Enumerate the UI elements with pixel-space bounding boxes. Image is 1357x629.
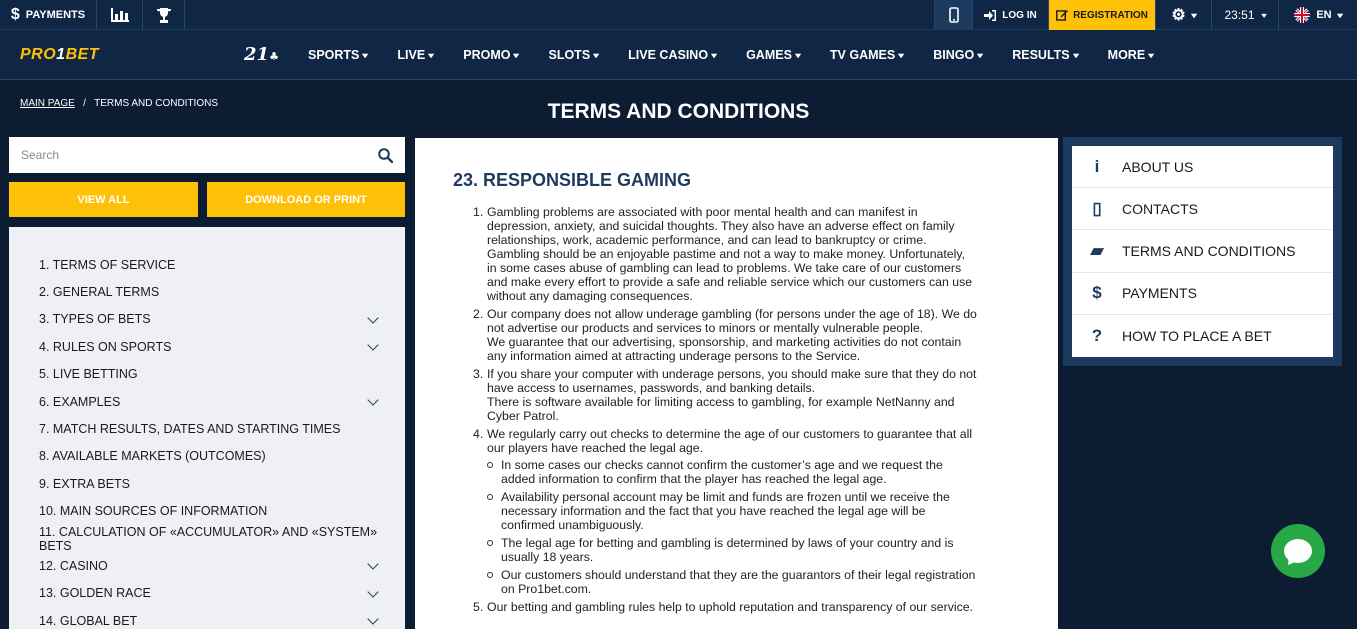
pro1bet-logo[interactable]: PRO1BET (20, 46, 100, 63)
toc-item[interactable] (9, 361, 405, 388)
top-bar (0, 0, 1357, 30)
nav-item-live[interactable] (397, 48, 433, 62)
rule-paragraph: Gambling problems are associated with poor mental health and can manifest in depression, anxiety, and suicidal thoughts. They also have an adverse effect on family relationships, work, academic performance, and can lead to bankruptcy or crime. (487, 205, 955, 247)
rule-paragraph: There is software available for limiting access to gambling, for example NetNanny and Cyber Patrol. (487, 395, 955, 423)
nav-item-results[interactable] (1012, 48, 1077, 62)
nav-item-label: TV GAMES (829, 48, 896, 62)
chevron-down-icon: ▾ (362, 50, 369, 60)
chevron-down-icon: ▾ (593, 50, 599, 60)
toc-item-label: 11. CALCULATION OF «ACCUMULATOR» AND «SYSTEM» BETS (39, 524, 378, 553)
toc-item-label: 4. RULES ON SPORTS (39, 339, 172, 354)
trophy-button[interactable] (143, 0, 185, 30)
chevron-down-icon[interactable] (367, 559, 378, 570)
chevron-down-icon[interactable] (367, 312, 378, 323)
rule-item (473, 427, 977, 596)
breadcrumb-separator: / (83, 98, 86, 109)
toc-item[interactable] (9, 580, 405, 607)
responsible-gaming-list (473, 205, 977, 618)
nav-item-label: LIVE (397, 48, 426, 62)
chevron-down-icon[interactable] (367, 340, 378, 351)
trophy-icon (156, 8, 172, 23)
chevron-down-icon: ▾ (1190, 10, 1197, 20)
nav-item-label: GAMES (746, 48, 792, 62)
toc-item[interactable] (9, 552, 405, 579)
toc-item-label: 10. MAIN SOURCES OF INFORMATION (39, 504, 268, 519)
rule-item (473, 307, 977, 363)
toc-item-label: 8. AVAILABLE MARKETS (OUTCOMES) (39, 449, 266, 464)
chevron-down-icon: ▾ (1336, 10, 1343, 20)
breadcrumb-current: TERMS AND CONDITIONS (94, 98, 219, 109)
rule-sublist (487, 458, 977, 596)
info-link-how-to-place-a-bet[interactable] (1072, 315, 1333, 357)
breadcrumb (20, 98, 218, 109)
live-chat-button[interactable] (1271, 524, 1325, 578)
rule-number: 3. (473, 367, 484, 381)
rule-number: 2. (473, 307, 484, 321)
uk-flag-icon (1294, 7, 1310, 23)
nav-item-tv-games[interactable] (830, 48, 903, 62)
toc-item-label: 9. EXTRA BETS (39, 476, 131, 491)
info-link-terms-and-conditions[interactable] (1072, 230, 1333, 272)
search-input[interactable] (21, 148, 341, 162)
rule-subitem-text: The legal age for betting and gambling is determined by laws of your country and is usually 18 years. (501, 536, 954, 564)
chat-bubble-icon (1284, 539, 1312, 563)
terms-content (415, 138, 1058, 629)
nav-item-label: PROMO (463, 48, 511, 62)
bullet-circle-icon (487, 462, 493, 468)
info-links (1072, 146, 1333, 357)
nav-item-label: MORE (1107, 48, 1146, 62)
chevron-down-icon: ▾ (711, 50, 717, 60)
info-panel (1063, 137, 1342, 366)
toc-item[interactable] (9, 388, 405, 415)
nav-item-slots[interactable] (548, 48, 598, 62)
payments-button[interactable] (0, 0, 97, 30)
registration-button[interactable] (1048, 0, 1155, 30)
nav-item-games[interactable] (746, 48, 800, 62)
nav-item-label: BINGO (933, 48, 975, 62)
rule-number: 1. (473, 205, 484, 219)
rule-subitem (487, 458, 977, 486)
info-link-label: HOW TO PLACE A BET (1122, 327, 1272, 344)
info-link-about-us[interactable] (1072, 146, 1333, 188)
toc-item[interactable] (9, 607, 405, 629)
toc-item-label: 2. GENERAL TERMS (39, 285, 160, 300)
toc-item-label: 13. GOLDEN RACE (39, 586, 151, 601)
nav-item-live-casino[interactable] (628, 48, 716, 62)
chevron-down-icon[interactable] (367, 586, 378, 597)
rule-subitem (487, 568, 977, 596)
top-bar-left (0, 0, 185, 30)
registration-label: REGISTRATION (1073, 9, 1148, 21)
rule-subitem-text: In some cases our checks cannot confirm the customer’s age and we request the added information to confirm that the player has reached the legal age. (501, 458, 943, 486)
rule-paragraph: Gambling should be an enjoyable pastime and not a way to make money. Unfortunately, in some cases abuse of gambling can lead to problems. We take care of our customers and make every effort to provide a safe and reliable service which our customers can use without any damaging consequences. (487, 247, 973, 303)
toc-item-label: 14. GLOBAL BET (39, 613, 138, 628)
clock-time: 23:51 (1224, 8, 1255, 22)
rule-subitem (487, 490, 977, 532)
section-title: 23. RESPONSIBLE GAMING (453, 170, 692, 190)
info-link-label: ABOUT US (1122, 158, 1194, 175)
toc-item[interactable] (9, 278, 405, 305)
stats-icon (111, 8, 129, 22)
view-all-button[interactable]: VIEW ALL (9, 182, 198, 217)
rule-paragraph: We regularly carry out checks to determine the age of our customers to guarantee that all our players have reached the legal age. (487, 427, 973, 455)
breadcrumb-home[interactable]: MAIN PAGE (20, 98, 75, 109)
rule-paragraph: If you share your computer with underage persons, you should make sure that they do not have access to usernames, passwords, and banking details. (487, 367, 977, 395)
info-link-label: CONTACTS (1122, 200, 1198, 217)
search-icon[interactable] (378, 148, 393, 163)
time-selector[interactable] (1211, 0, 1278, 30)
rule-subitem-text: Our customers should understand that they are the guarantors of their legal registration on Pro1bet.com. (501, 568, 976, 596)
login-label: LOG IN (1002, 9, 1037, 21)
toc-item-label: 1. TERMS OF SERVICE (39, 257, 176, 272)
toc-item[interactable] (9, 498, 405, 525)
toc-item[interactable] (9, 251, 405, 278)
nav-items (308, 30, 1183, 80)
gear-icon: ⚙ (1171, 7, 1186, 24)
chevron-down-icon: ▾ (428, 50, 435, 60)
info-icon: i (1094, 156, 1100, 176)
download-print-button[interactable]: DOWNLOAD OR PRINT (207, 182, 405, 217)
toc-item[interactable] (9, 333, 405, 360)
toc-item-label: 6. EXAMPLES (39, 394, 121, 409)
settings-button[interactable] (1155, 0, 1211, 30)
chevron-down-icon: ▾ (898, 50, 905, 60)
nav-item-label: SPORTS (308, 48, 360, 62)
rule-subitem (487, 536, 977, 564)
language-selector[interactable] (1278, 0, 1357, 30)
toc-item[interactable] (9, 443, 405, 470)
page-title: TERMS AND CONDITIONS (547, 100, 810, 123)
toc-item[interactable] (9, 470, 405, 497)
toc-item-label: 5. LIVE BETTING (39, 367, 138, 382)
mobile-app-button[interactable] (934, 0, 972, 30)
mobile-icon: ▯ (1092, 198, 1102, 218)
chevron-down-icon[interactable] (367, 613, 378, 624)
toc-item[interactable] (9, 525, 405, 552)
bullet-circle-icon (487, 494, 493, 500)
bullet-circle-icon (487, 540, 493, 546)
toc-item-label: 12. CASINO (39, 558, 108, 573)
info-link-payments[interactable] (1072, 273, 1333, 315)
rule-paragraph: Our betting and gambling rules help to uphold reputation and transparency of our service. (487, 600, 974, 614)
toc-item-label: 7. MATCH RESULTS, DATES AND STARTING TIMES (39, 422, 341, 437)
nav-21-game[interactable]: 21♣ (244, 44, 279, 65)
terms-table-of-contents (9, 227, 405, 629)
mobile-icon (949, 7, 959, 23)
statistics-button[interactable] (97, 0, 143, 30)
chevron-down-icon: ▾ (795, 50, 801, 60)
info-link-contacts[interactable] (1072, 188, 1333, 230)
dollar-icon: $ (10, 6, 20, 23)
rule-item (473, 600, 977, 614)
nav-item-label: RESULTS (1012, 48, 1070, 62)
nav-item-promo[interactable] (463, 48, 518, 62)
chevron-down-icon: ▾ (1148, 50, 1154, 60)
chevron-down-icon: ▾ (977, 50, 984, 60)
rule-number: 4. (473, 427, 484, 441)
dollar-icon: $ (1092, 283, 1102, 303)
login-button[interactable] (972, 0, 1048, 30)
nav-item-sports[interactable] (308, 48, 367, 62)
rule-item (473, 367, 977, 423)
chevron-down-icon: ▾ (1072, 50, 1079, 60)
rule-item (473, 205, 977, 303)
language-label: EN (1316, 9, 1332, 21)
book-icon: ▰ (1090, 240, 1104, 260)
chevron-down-icon: ▾ (513, 50, 520, 60)
bullet-circle-icon (487, 572, 493, 578)
nav-item-bingo[interactable] (933, 48, 982, 62)
edit-icon (1056, 9, 1068, 21)
question-icon: ? (1091, 325, 1103, 345)
login-icon (984, 10, 996, 21)
toc-item[interactable] (9, 415, 405, 442)
toc-item-label: 3. TYPES OF BETS (39, 312, 151, 327)
main-nav (0, 30, 1357, 80)
rule-number: 5. (473, 600, 484, 614)
nav-item-more[interactable] (1108, 48, 1154, 62)
payments-label: PAYMENTS (25, 9, 86, 21)
info-link-label: TERMS AND CONDITIONS (1122, 242, 1296, 259)
chevron-down-icon[interactable] (367, 394, 378, 405)
rule-paragraph: We guarantee that our advertising, sponsorship, and marketing activities do not contain any information aimed at attracting underage persons to the Service. (487, 335, 962, 363)
search-box (9, 137, 405, 173)
toc-item[interactable] (9, 306, 405, 333)
top-bar-right (934, 0, 1357, 30)
nav-item-label: LIVE CASINO (628, 48, 709, 62)
nav-item-label: SLOTS (548, 48, 591, 62)
chevron-down-icon: ▾ (1260, 10, 1267, 20)
rule-paragraph: Our company does not allow underage gambling (for persons under the age of 18). We do not advertise our products and services to minors or mentally vulnerable people. (487, 307, 977, 335)
rule-subitem-text: Availability personal account may be limit and funds are frozen until we receive the necessary information and the fact that you have reached the legal age will be confirmed unambiguously. (501, 490, 950, 532)
info-link-label: PAYMENTS (1122, 285, 1197, 302)
